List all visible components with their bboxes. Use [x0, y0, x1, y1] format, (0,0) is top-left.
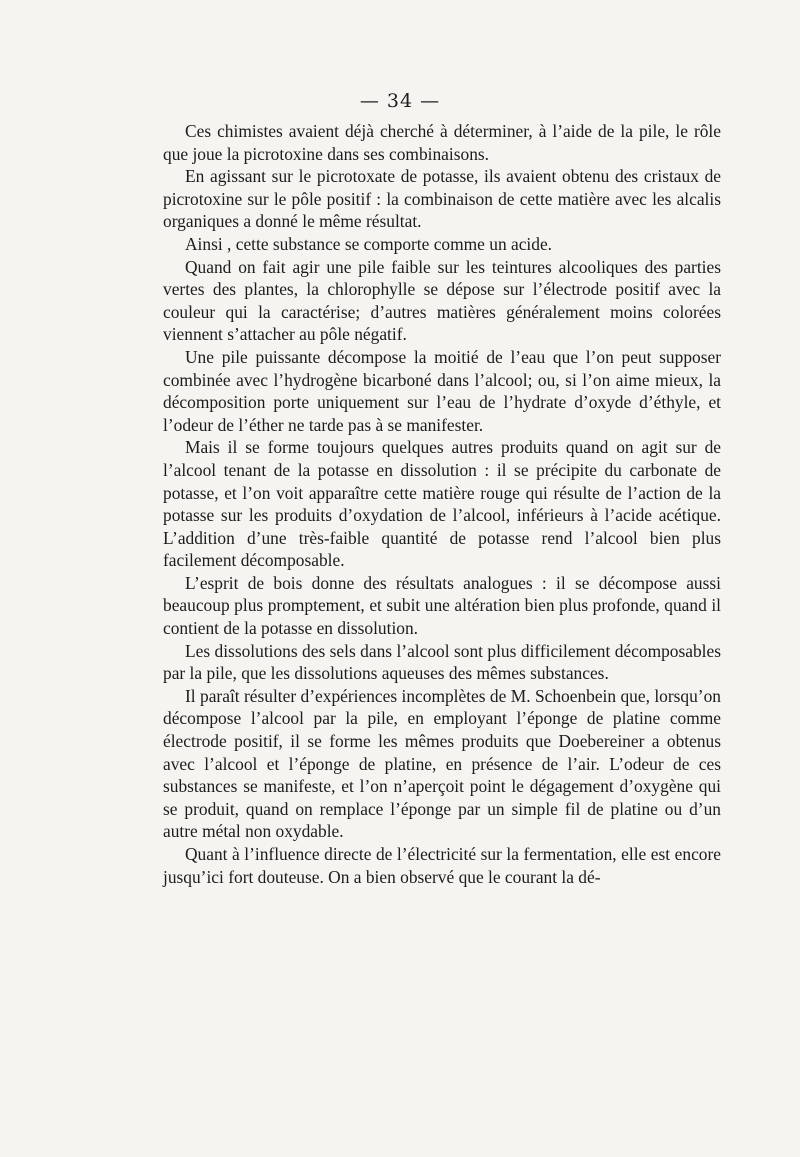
page-number: — 34 —	[359, 90, 441, 112]
paragraph: Il paraît résulter d’expériences incomplètes de M. Schoenbein que, lorsqu’on décompose l’alcool par la pile, en employant l’éponge de platine comme électrode positif, il se forme les mêmes produits que Doebereiner a obtenus avec l’alcool et l’éponge de platine, en présence de l’air. L’odeur de ces substances se manifeste, et l’on n’aperçoit point le dégagement d’oxygène qui se produit, quand on remplace l’éponge par un simple fil de platine ou d’un autre métal non oxydable.	[163, 685, 721, 842]
paragraph: Les dissolutions des sels dans l’alcool sont plus difficilement décomposables par la pile, que les dissolutions aqueuses des mêmes substances.	[163, 640, 721, 684]
paragraph: Mais il se forme toujours quelques autres produits quand on agit sur de l’alcool tenant de la potasse en dissolution : il se précipite du carbonate de potasse, et l’on voit apparaître cette matière rouge qui résulte de l’action de la potasse sur les produits d’oxydation de l’alcool, inférieurs à l’acide acétique. L’addition d’une très-faible quantité de potasse rend l’alcool bien plus facilement décomposable.	[163, 437, 721, 571]
paragraph: L’esprit de bois donne des résultats analogues : il se décompose aussi beaucoup plus promptement, et subit une altération bien plus profonde, quand il contient de la potasse en dissolution.	[163, 572, 721, 639]
paragraph: Quant à l’influence directe de l’électricité sur la fermentation, elle est encore jusqu’ici fort douteuse. On a bien observé que le courant la dé-	[163, 844, 721, 887]
paragraph: Une pile puissante décompose la moitié de l’eau que l’on peut supposer combinée avec l’hydrogène bicarboné dans l’alcool; ou, si l’on aime mieux, la décomposition porte uniquement sur l’eau de l’hydrate d’oxyde d’éthyle, et l’odeur de l’éther ne tarde pas à se manifester.	[163, 346, 721, 435]
paragraph: En agissant sur le picrotoxate de potasse, ils avaient obtenu des cristaux de picrotoxine sur le pôle positif : la combinaison de cette matière avec les alcalis organiques a donné le même résultat.	[163, 166, 721, 232]
paragraph: Ainsi , cette substance se comporte comme un acide.	[185, 233, 553, 254]
body-text	[163, 120, 721, 888]
paragraph: Ces chimistes avaient déjà cherché à déterminer, à l’aide de la pile, le rôle que joue la picrotoxine dans ses combinaisons.	[163, 121, 721, 164]
paragraph: Quand on fait agir une pile faible sur les teintures alcooliques des parties vertes des plantes, la chlorophylle se dépose sur l’électrode positif avec la couleur qui la caractérise; d’autres matières généralement moins colorées viennent s’attacher au pôle négatif.	[163, 256, 721, 345]
